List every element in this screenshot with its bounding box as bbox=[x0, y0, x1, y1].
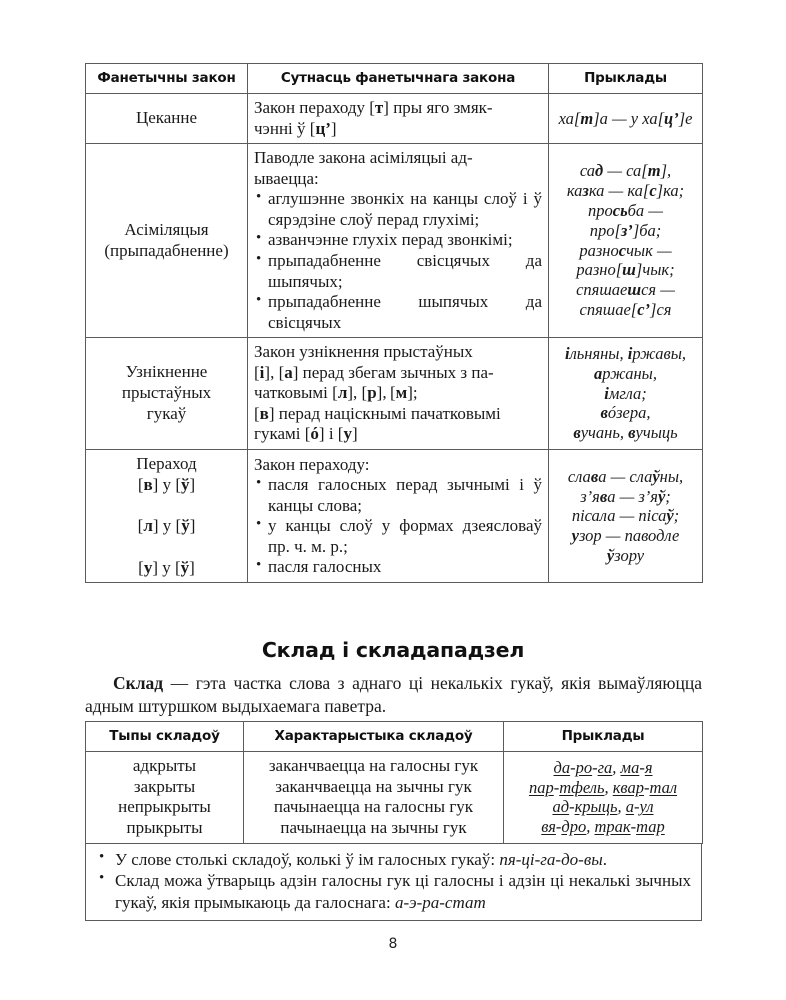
notes-list bbox=[98, 849, 691, 913]
definition-paragraph bbox=[85, 672, 702, 718]
law-examples-cell bbox=[549, 144, 703, 338]
table-row bbox=[86, 752, 703, 844]
list-item: • азванчэнне глухіх перад звонкімі; bbox=[254, 230, 542, 251]
example-item: спяшае[с’]ся bbox=[579, 300, 672, 320]
law-description-cell bbox=[248, 144, 549, 338]
law-description-text: Закон пераходу: bbox=[254, 454, 370, 474]
column-header-syllable-types: Тыпы складоў bbox=[86, 722, 244, 752]
example-item: просьба — bbox=[588, 201, 663, 221]
list-item: • прыпадабненне шыпячых да свісцячых bbox=[254, 292, 542, 333]
law-description-text: Закон узнікнення прыстаўных [і], [а] перад збегам зычных з па- чатковымі [л], [р], [м]; [в] перад націскнымі пачатковымі гукамі [ó] і [у] bbox=[254, 342, 501, 444]
note-example: а-э-ра-стат bbox=[394, 892, 486, 912]
list-item: • пасля галосных bbox=[254, 557, 542, 578]
example-item: разно[ш]чык; bbox=[576, 260, 675, 280]
definition-term: Склад bbox=[113, 673, 164, 693]
table-row bbox=[86, 94, 703, 144]
law-bullet-list bbox=[254, 189, 542, 333]
notes-box bbox=[85, 843, 702, 921]
list-item: • прыпадабненне свісцячых да шыпячых; bbox=[254, 251, 542, 292]
law-name: Цеканне bbox=[135, 108, 198, 128]
example-item: з’ява — з’яў; bbox=[580, 486, 671, 506]
law-name: Пераход [в] у [ў] [л] у [ў] [у] у [ў] bbox=[136, 454, 197, 577]
page-number: 8 bbox=[388, 936, 398, 952]
list-item: прыкрыты bbox=[126, 818, 203, 838]
list-item: • У слове столькі складоў, колькі ў ім галосных гукаў: пя-ці-га-до-вы. bbox=[98, 849, 691, 870]
law-description-cell bbox=[248, 338, 549, 450]
law-examples-cell bbox=[549, 94, 703, 144]
syllable-types-table bbox=[85, 721, 703, 844]
list-item: непрыкрыты bbox=[118, 797, 211, 817]
law-examples-cell bbox=[549, 338, 703, 450]
list-item: заканчваецца на галосны гук bbox=[268, 756, 479, 775]
table-header-row bbox=[86, 722, 703, 752]
syllable-characteristics-cell bbox=[244, 752, 504, 844]
example-item: вя-дро, трак-тар bbox=[541, 817, 665, 837]
list-item: адкрыты bbox=[132, 756, 197, 775]
list-item: пачынаецца на зычны гук bbox=[280, 818, 467, 838]
phonetic-laws-table bbox=[85, 63, 703, 583]
syllable-examples-cell bbox=[504, 752, 703, 844]
example-item: спяшаешся — bbox=[576, 280, 675, 300]
column-header-characteristics: Характарыстыка складоў bbox=[244, 722, 504, 752]
example-item: імгла; bbox=[604, 383, 647, 403]
example-item: да-ро-га, ма-я bbox=[553, 757, 653, 777]
example-item: слава — слаўны, bbox=[567, 466, 684, 486]
law-description-cell bbox=[248, 450, 549, 583]
table-row bbox=[86, 338, 703, 450]
page-title: Склад і складападзел bbox=[261, 638, 525, 662]
note-example: пя-ці-га-до-вы bbox=[499, 850, 603, 869]
example-item: узор — паводле bbox=[571, 526, 680, 546]
law-bullet-list bbox=[254, 475, 542, 578]
table-header-row bbox=[86, 64, 703, 94]
column-header-examples: Прыклады bbox=[504, 722, 703, 752]
example-item: аржаны, bbox=[594, 363, 657, 383]
column-header-examples: Прыклады bbox=[549, 64, 703, 94]
law-description-text: Паводле закона асіміляцыі ад- ываецца: bbox=[254, 148, 473, 188]
list-item: • у канцы слоў у формах дзеясловаў пр. ч. м. р.; bbox=[254, 516, 542, 557]
law-name: Узнікненне прыстаўных гукаў bbox=[121, 362, 212, 423]
list-item: • Склад можа ўтварыць адзін галосны гук ці галосны і адзін ці некалькі зычных гукаў, якія прымыкаюць да галоснага: а-э-ра-стат bbox=[98, 870, 691, 913]
example-item: вóзера, bbox=[600, 403, 651, 423]
law-description-text: Закон пераходу [т] пры яго змяк- чэнні ў [ц’] bbox=[254, 98, 493, 138]
law-name: Асіміляцыя (прыпадабненне) bbox=[104, 219, 229, 260]
example-item: ад-крыць, а-ул bbox=[552, 797, 654, 817]
list-item: • пасля галосных перад зычнымі і ў канцы слова; bbox=[254, 475, 542, 516]
example-item: про[з’]ба; bbox=[589, 220, 662, 240]
list-item: заканчваецца на зычны гук bbox=[275, 776, 472, 796]
example-item: ха[т]а — у ха[ц’]е bbox=[558, 108, 693, 128]
definition-text: — гэта частка слова з аднаго ці некалькіх гукаў, якія вымаўляюцца адным штуршком выдыхаемага паветра. bbox=[85, 673, 702, 716]
law-examples-cell bbox=[549, 450, 703, 583]
list-item: пачынаецца на галосны гук bbox=[273, 797, 474, 817]
example-item: казка — ка[с]ка; bbox=[566, 181, 685, 201]
example-item: пар-тфель, квар-тал bbox=[528, 777, 678, 797]
list-item: • аглушэнне звонкіх на канцы слоў і ў сярэдзіне слоў перад глухімі; bbox=[254, 189, 542, 230]
syllable-types-cell bbox=[86, 752, 244, 844]
example-item: ільняны, іржавы, bbox=[564, 344, 687, 364]
example-item: вучань, вучыць bbox=[573, 423, 678, 443]
law-description-cell bbox=[248, 94, 549, 144]
law-name-cell bbox=[86, 94, 248, 144]
table-row bbox=[86, 450, 703, 583]
example-item: ўзору bbox=[606, 545, 645, 565]
law-name-cell bbox=[86, 144, 248, 338]
law-name-cell bbox=[86, 338, 248, 450]
law-name-cell bbox=[86, 450, 248, 583]
table-row bbox=[86, 144, 703, 338]
example-item: сад — са[т], bbox=[579, 161, 672, 181]
example-item: пісала — пісаў; bbox=[571, 506, 680, 526]
example-item: разносчык — bbox=[579, 240, 672, 260]
column-header-law: Фанетычны закон bbox=[86, 64, 248, 94]
column-header-essence: Сутнасць фанетычнага закона bbox=[248, 64, 549, 94]
list-item: закрыты bbox=[133, 776, 196, 796]
